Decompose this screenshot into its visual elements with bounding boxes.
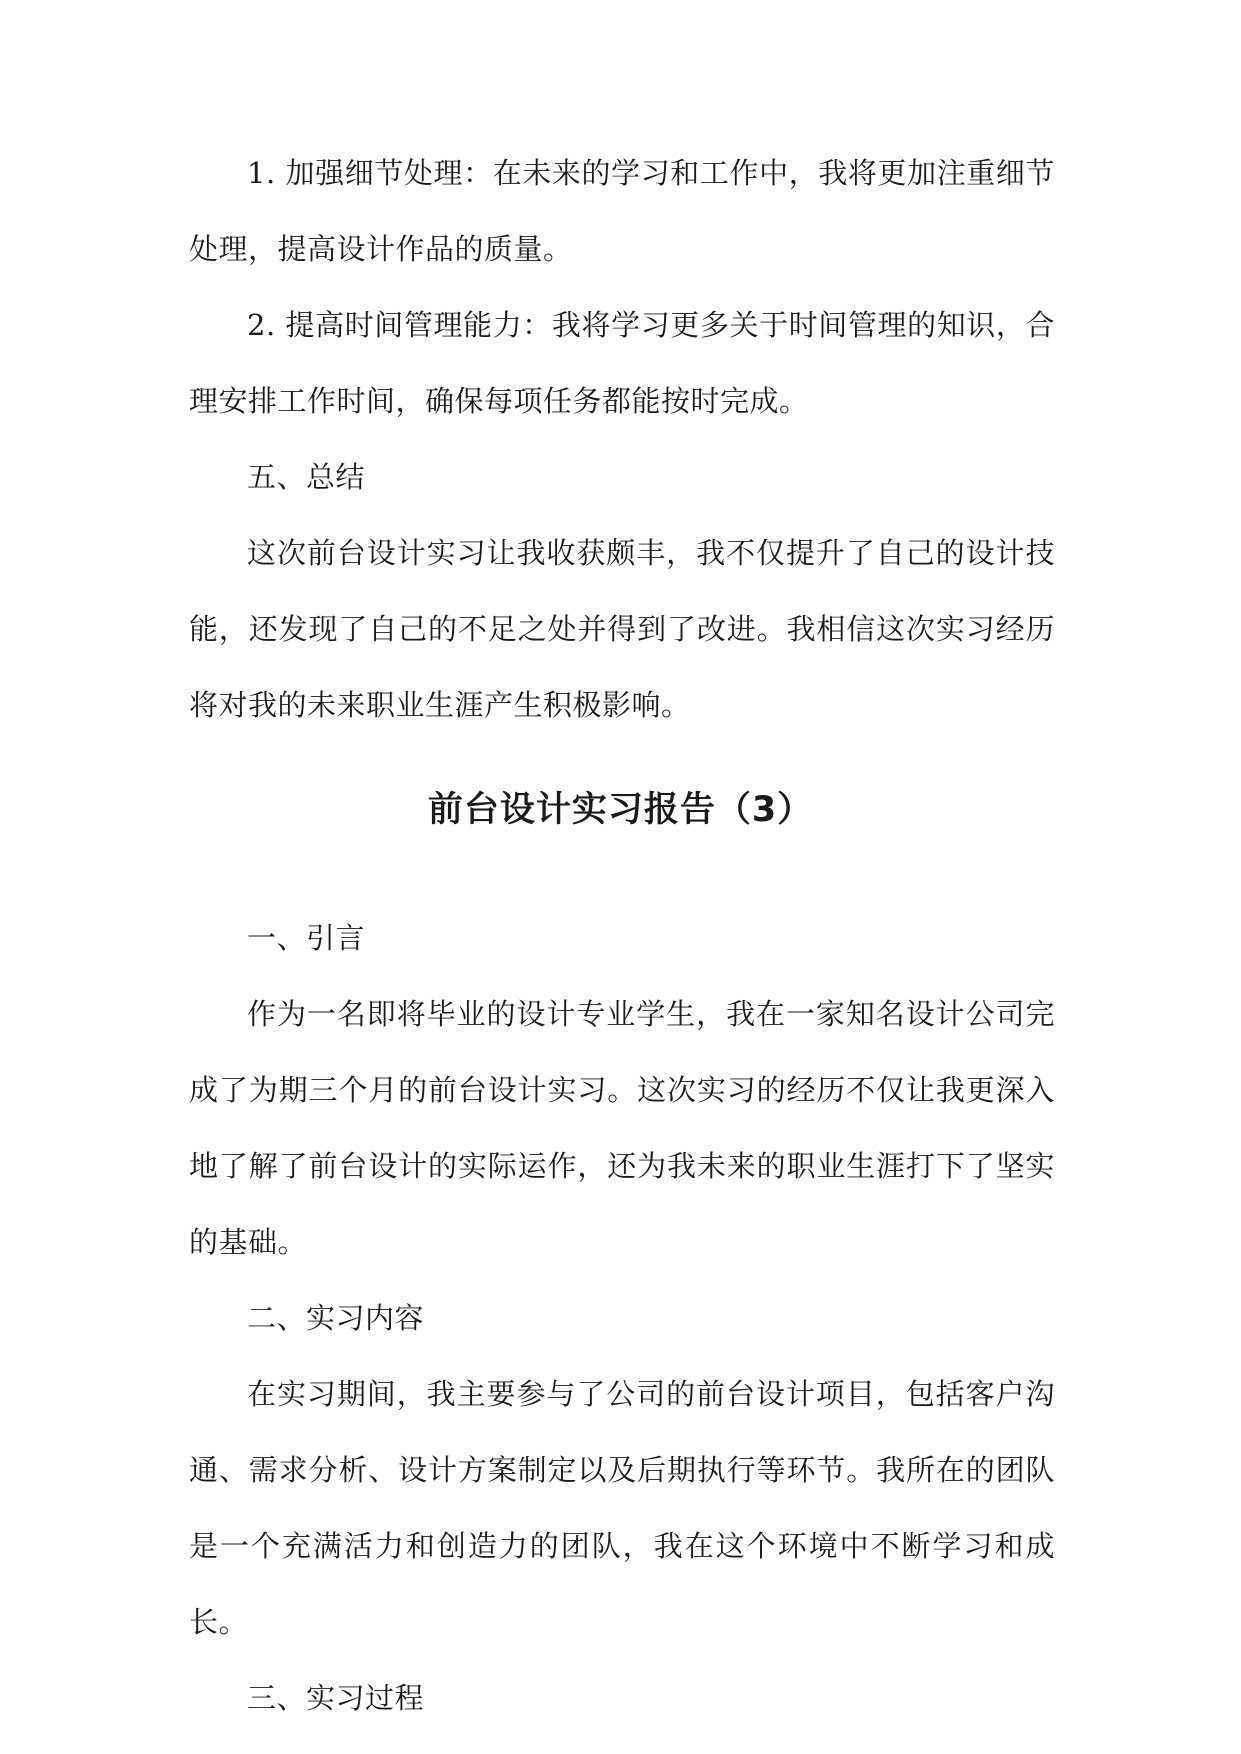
improvement-item-1: 1. 加强细节处理：在未来的学习和工作中，我将更加注重细节处理，提高设计作品的质量。 — [189, 156, 1055, 266]
intro-paragraph: 作为一名即将毕业的设计专业学生，我在一家知名设计公司完成了为期三个月的前台设计实习。这次实习的经历不仅让我更深入地了解了前台设计的实际运作，还为我未来的职业生涯打下了坚实的基础。 — [189, 997, 1055, 1259]
process-heading: 三、实习过程 — [247, 1681, 425, 1715]
summary-heading: 五、总结 — [247, 460, 366, 494]
report-title: 前台设计实习报告（3） — [427, 790, 814, 830]
previous-report-tail — [189, 135, 1055, 743]
content-heading: 二、实习内容 — [247, 1301, 425, 1335]
content-paragraph: 在实习期间，我主要参与了公司的前台设计项目，包括客户沟通、需求分析、设计方案制定以及后期执行等环节。我所在的团队是一个充满活力和创造力的团队，我在这个环境中不断学习和成长。 — [189, 1377, 1055, 1639]
report-body — [189, 900, 1055, 1736]
intro-heading: 一、引言 — [247, 921, 366, 955]
improvement-item-2: 2. 提高时间管理能力：我将学习更多关于时间管理的知识，合理安排工作时间，确保每项任务都能按时完成。 — [189, 308, 1055, 418]
summary-paragraph: 这次前台设计实习让我收获颇丰，我不仅提升了自己的设计技能，还发现了自己的不足之处并得到了改进。我相信这次实习经历将对我的未来职业生涯产生积极影响。 — [189, 536, 1055, 722]
